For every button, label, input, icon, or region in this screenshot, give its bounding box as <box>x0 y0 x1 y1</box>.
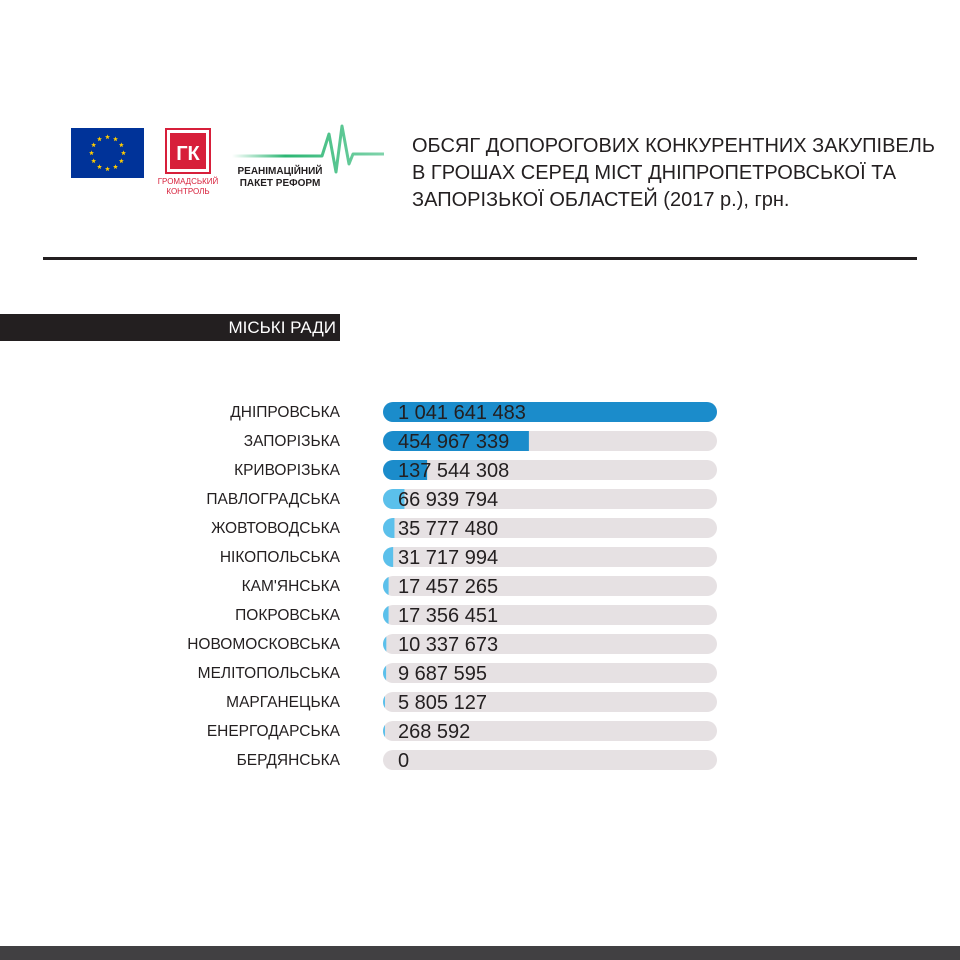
category-label: МЕЛІТОПОЛЬСЬКА <box>197 665 340 682</box>
value-label: 17 356 451 <box>398 605 499 627</box>
category-label: ЖОВТОВОДСЬКА <box>211 520 340 537</box>
value-label: 35 777 480 <box>398 518 499 540</box>
category-label: ПАВЛОГРАДСЬКА <box>206 491 340 508</box>
value-label: 454 967 339 <box>398 431 510 453</box>
value-label: 66 939 794 <box>398 489 499 511</box>
bar <box>383 634 386 654</box>
value-label: 31 717 994 <box>398 547 499 569</box>
footer-bar <box>0 946 960 960</box>
gk-logo-mark: ГК <box>176 143 200 165</box>
rpr-logo-caption-2: ПАКЕТ РЕФОРМ <box>239 178 321 189</box>
value-label: 5 805 127 <box>398 692 487 714</box>
category-label: КРИВОРІЗЬКА <box>234 462 340 479</box>
bar <box>383 547 393 567</box>
value-label: 10 337 673 <box>398 634 499 656</box>
value-label: 137 544 308 <box>398 460 510 482</box>
category-label: ПОКРОВСЬКА <box>235 607 340 624</box>
bar <box>383 692 385 712</box>
bar <box>383 518 394 538</box>
chart-title-line-1: ОБСЯГ ДОПОРОГОВИХ КОНКУРЕНТНИХ ЗАКУПІВЕЛЬ <box>412 135 936 157</box>
rpr-logo-caption-1: РЕАНІМАЦІЙНИЙ <box>237 166 323 177</box>
category-label: БЕРДЯНСЬКА <box>236 752 340 769</box>
category-label: ЕНЕРГОДАРСЬКА <box>206 723 340 740</box>
value-label: 1 041 641 483 <box>398 402 526 424</box>
category-label: ДНІПРОВСЬКА <box>230 404 340 421</box>
chart-title-line-3: ЗАПОРІЗЬКОЇ ОБЛАСТЕЙ (2017 р.), грн. <box>412 189 790 211</box>
gk-logo-caption-1: ГРОМАДСЬКИЙ <box>157 177 219 186</box>
value-label: 268 592 <box>398 721 471 743</box>
bar <box>383 605 389 625</box>
chart-title-line-2: В ГРОШАХ СЕРЕД МІСТ ДНІПРОПЕТРОВСЬКОЇ ТА <box>412 162 897 184</box>
category-label: ЗАПОРІЗЬКА <box>243 433 340 450</box>
gk-logo-caption-2: КОНТРОЛЬ <box>166 187 210 196</box>
value-label: 0 <box>398 750 410 772</box>
bar <box>383 721 385 741</box>
category-label: НОВОМОСКОВСЬКА <box>187 636 340 653</box>
section-label: МІСЬКІ РАДИ <box>0 314 340 341</box>
value-label: 17 457 265 <box>398 576 499 598</box>
bar <box>383 576 389 596</box>
category-label: НІКОПОЛЬСЬКА <box>219 549 340 566</box>
category-label: КАМ'ЯНСЬКА <box>241 578 340 595</box>
bar <box>383 663 386 683</box>
value-label: 9 687 595 <box>398 663 487 685</box>
category-label: МАРГАНЕЦЬКА <box>226 694 340 711</box>
bar-track <box>383 750 717 770</box>
